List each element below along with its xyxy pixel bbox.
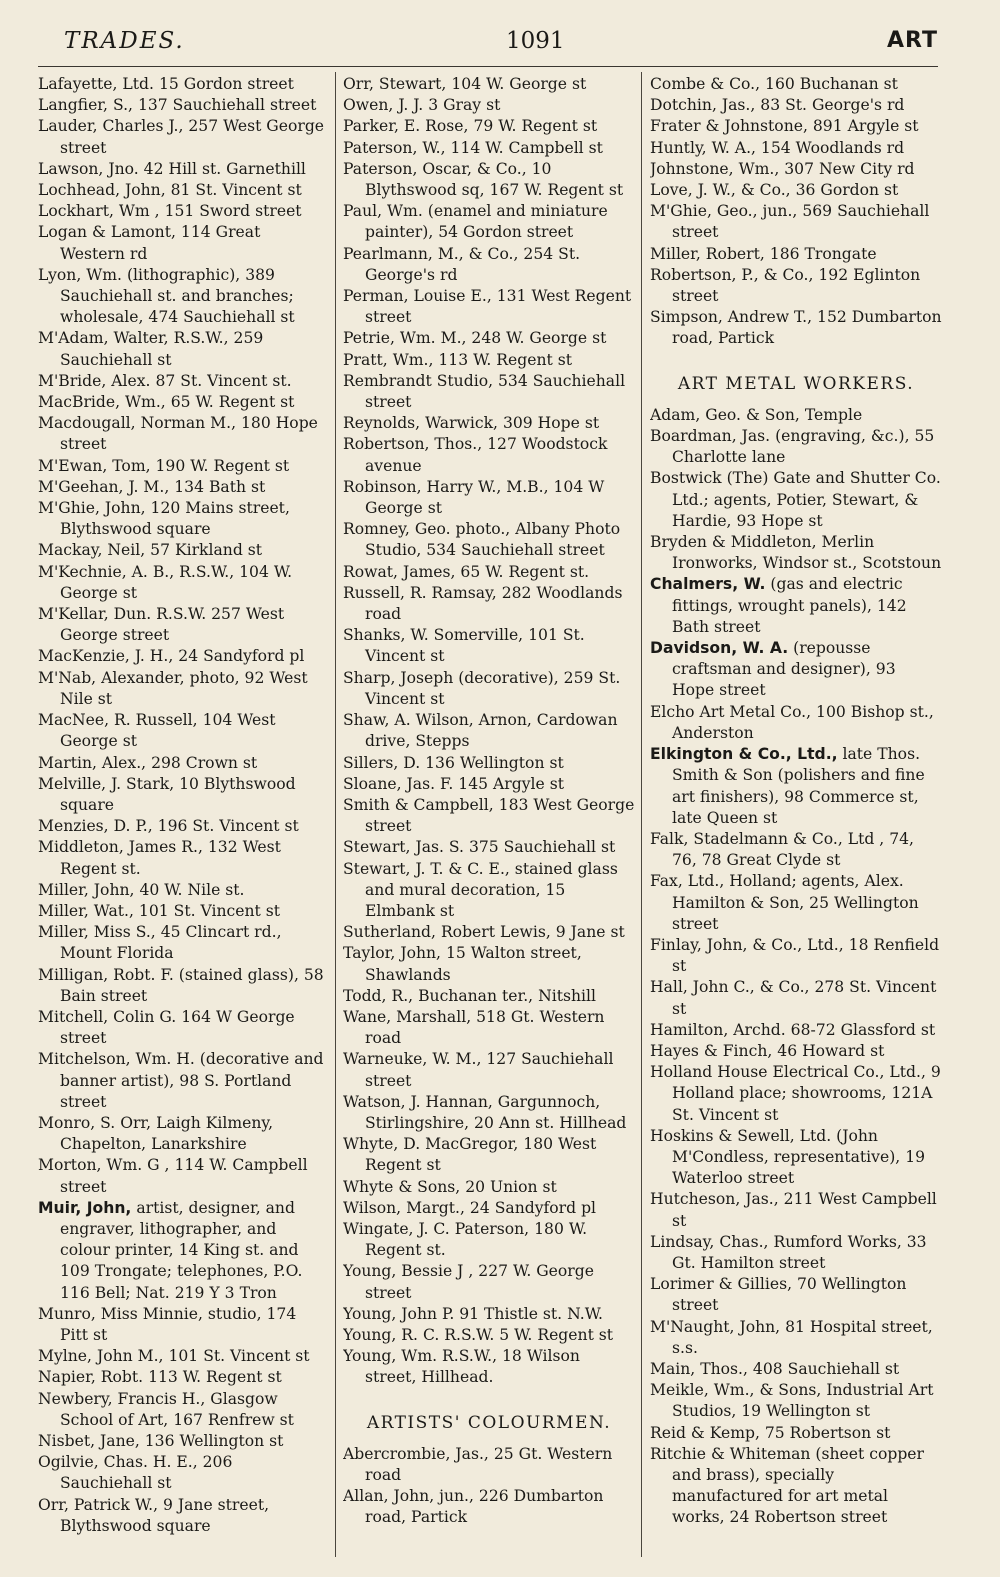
directory-entry <box>38 1198 328 1304</box>
entry-text: M'Kellar, Dun. R.S.W. 257 West George street <box>38 605 285 645</box>
entry-text: Ogilvie, Chas. H. E., 206 Sauchiehall st <box>38 1453 233 1493</box>
entry-text: Elcho Art Metal Co., 100 Bishop st., Anderston <box>650 702 934 742</box>
directory-entry <box>38 201 328 222</box>
entry-text: Reynolds, Warwick, 309 Hope st <box>343 414 600 433</box>
entry-text: Lafayette, Ltd. 15 Gordon street <box>38 75 294 93</box>
entry-text: Fax, Ltd., Holland; agents, Alex. Hamilton & Son, 25 Wellington street <box>650 872 919 933</box>
directory-entry <box>650 702 942 744</box>
entry-text: Love, J. W., & Co., 36 Gordon st <box>650 181 899 200</box>
entry-text: Huntly, W. A., 154 Woodlands rd <box>650 138 905 157</box>
entry-text: (repousse craftsman and designer), 93 Hope street <box>672 639 896 700</box>
directory-entry <box>343 1261 635 1303</box>
directory-entry <box>650 1274 942 1316</box>
entry-text: M'Naught, John, 81 Hospital street, s.s. <box>650 1317 933 1357</box>
entry-text: Miller, Miss S., 45 Clincart rd., Mount Florida <box>38 923 282 963</box>
directory-entry <box>343 116 635 137</box>
entry-text: Todd, R., Buchanan ter., Nitshill <box>343 986 596 1005</box>
directory-entry <box>343 583 635 625</box>
section-heading: ARTISTS' COLOURMEN. <box>366 1412 612 1433</box>
directory-entry <box>38 668 328 710</box>
directory-entry <box>343 837 635 858</box>
entry-text: Whyte & Sons, 20 Union st <box>343 1177 557 1196</box>
column-divider <box>335 72 336 1557</box>
entry-text: Reid & Kemp, 75 Robertson st <box>650 1423 891 1442</box>
entry-text: Stewart, J. T. & C. E., stained glass and mural decoration, 15 Elmbank st <box>343 859 618 920</box>
entry-text: Robertson, Thos., 127 Woodstock avenue <box>343 435 608 475</box>
entry-text: Johnstone, Wm., 307 New City rd <box>650 159 915 178</box>
entry-text: Stewart, Jas. S. 375 Sauchiehall st <box>343 838 616 857</box>
directory-entry <box>650 159 942 180</box>
directory-entry <box>343 986 635 1007</box>
directory-entry <box>343 1346 635 1388</box>
directory-entry <box>650 1317 942 1359</box>
directory-entry <box>38 1346 328 1367</box>
directory-entry <box>343 74 635 95</box>
entry-text: Combe & Co., 160 Buchanan st <box>650 75 898 93</box>
entry-text: late Thos. Smith & Son (polishers and fine art finishers), 98 Commerce st, late Queen st <box>672 745 925 827</box>
entry-text: Shaw, A. Wilson, Arnon, Cardowan drive, Stepps <box>343 711 618 751</box>
entry-text: Pratt, Wm., 113 W. Regent st <box>343 350 573 369</box>
directory-entry <box>38 1495 328 1537</box>
directory-entry <box>38 1304 328 1346</box>
directory-entry <box>38 1113 328 1155</box>
directory-entry <box>343 1486 635 1528</box>
directory-entry <box>650 307 942 349</box>
entry-text: Bryden & Middleton, Merlin Ironworks, Windsor st., Scotstoun <box>650 533 942 573</box>
directory-entry <box>650 138 942 159</box>
directory-entry <box>343 562 635 583</box>
entry-text: Orr, Stewart, 104 W. George st <box>343 75 587 93</box>
directory-entry <box>343 1134 635 1176</box>
entry-text: Lockhart, Wm , 151 Sword street <box>38 202 302 221</box>
directory-entry <box>38 222 328 264</box>
directory-entry <box>343 95 635 116</box>
directory-entry <box>650 426 942 468</box>
directory-entry <box>343 753 635 774</box>
directory-entry <box>343 519 635 561</box>
directory-entry <box>650 1444 942 1529</box>
section-keyword: ART <box>887 28 938 53</box>
directory-entry <box>343 350 635 371</box>
entry-text: Young, Wm. R.S.W., 18 Wilson street, Hillhead. <box>343 1347 580 1387</box>
entry-text: Hayes & Finch, 46 Howard st <box>650 1041 885 1060</box>
directory-entry <box>650 1020 942 1041</box>
directory-entry <box>343 286 635 328</box>
entry-text: Wane, Marshall, 518 Gt. Western road <box>343 1007 605 1048</box>
directory-entry <box>650 1126 942 1190</box>
entry-text: Sutherland, Robert Lewis, 9 Jane st <box>343 923 625 942</box>
directory-entry <box>650 532 942 574</box>
directory-entry <box>38 540 328 561</box>
directory-entry <box>38 265 328 329</box>
entry-text: Owen, J. J. 3 Gray st <box>343 96 501 115</box>
entry-text: Menzies, D. P., 196 St. Vincent st <box>38 817 299 836</box>
entry-text: Perman, Louise E., 131 West Regent street <box>343 287 632 327</box>
directory-entry <box>38 392 328 413</box>
page-number: 1091 <box>506 28 565 54</box>
entry-text: Sloane, Jas. F. 145 Argyle st <box>343 774 564 793</box>
entry-text: Boardman, Jas. (engraving, &c.), 55 Charlotte lane <box>650 427 935 467</box>
directory-entry <box>38 965 328 1007</box>
entry-text: Morton, Wm. G , 114 W. Campbell street <box>38 1156 308 1196</box>
entry-text: Newbery, Francis H., Glasgow School of Art, 167 Renfrew st <box>38 1389 294 1429</box>
directory-entry <box>38 328 328 370</box>
directory-entry <box>38 456 328 477</box>
directory-entry <box>343 159 635 201</box>
column-3 <box>650 74 942 1565</box>
entry-text: Falk, Stadelmann & Co., Ltd , 74, 76, 78 Great Clyde st <box>650 829 915 870</box>
directory-entry <box>38 901 328 922</box>
page-header <box>38 28 938 62</box>
directory-entry <box>343 413 635 434</box>
entry-text: Frater & Johnstone, 891 Argyle st <box>650 117 919 136</box>
entry-text: Pearlmann, M., & Co., 254 St. George's rd <box>343 244 581 284</box>
header-rule <box>38 66 938 67</box>
entry-bold-name: Elkington & Co., Ltd., <box>650 745 838 764</box>
entry-text: Miller, Wat., 101 St. Vincent st <box>38 901 281 920</box>
column-2 <box>343 74 635 1565</box>
directory-entry <box>38 1452 328 1494</box>
directory-entry <box>343 710 635 752</box>
entry-text: M'Ghie, John, 120 Mains street, Blythswood square <box>38 499 290 539</box>
entry-text: Warneuke, W. M., 127 Sauchiehall street <box>343 1050 614 1090</box>
entry-text: MacNee, R. Russell, 104 West George st <box>38 711 276 751</box>
entry-text: artist, designer, and engraver, lithographer, and colour printer, 14 King st. and 109 Trongate; telephones, P.O. 116 Bell; Nat. 219 Y 3 Tron <box>60 1198 303 1302</box>
entry-text: (gas and electric fittings, wrought panels), 142 Bath street <box>672 575 907 636</box>
directory-entry <box>650 1380 942 1422</box>
entry-text: M'Ghie, Geo., jun., 569 Sauchiehall street <box>650 202 930 242</box>
directory-entry <box>650 1423 942 1444</box>
entry-text: Main, Thos., 408 Sauchiehall st <box>650 1359 900 1378</box>
directory-entry <box>343 795 635 837</box>
entry-text: Mylne, John M., 101 St. Vincent st <box>38 1347 310 1366</box>
directory-entry <box>38 1367 328 1388</box>
entry-text: Sillers, D. 136 Wellington st <box>343 753 564 772</box>
directory-entry <box>38 180 328 201</box>
entry-text: Lorimer & Gillies, 70 Wellington street <box>650 1275 907 1315</box>
directory-entry <box>650 1189 942 1231</box>
entry-text: Rowat, James, 65 W. Regent st. <box>343 562 590 581</box>
entry-text: Simpson, Andrew T., 152 Dumbarton road, Partick <box>650 308 942 348</box>
entry-text: Robinson, Harry W., M.B., 104 W George st <box>343 477 605 518</box>
directory-entry <box>343 201 635 243</box>
entry-text: Miller, Robert, 186 Trongate <box>650 244 877 263</box>
directory-entry <box>650 977 942 1019</box>
entry-text: Petrie, Wm. M., 248 W. George st <box>343 329 607 348</box>
entry-text: Young, Bessie J , 227 W. George street <box>343 1262 594 1302</box>
entry-text: Allan, John, jun., 226 Dumbarton road, Partick <box>343 1487 604 1527</box>
directory-entry <box>650 1062 942 1126</box>
directory-entry <box>38 774 328 816</box>
directory-entry <box>38 562 328 604</box>
directory-entry <box>343 1325 635 1346</box>
entry-text: Hutcheson, Jas., 211 West Campbell st <box>650 1190 937 1230</box>
directory-entry <box>38 498 328 540</box>
entry-text: M'Nab, Alexander, photo, 92 West Nile st <box>38 668 308 708</box>
entry-text: Nisbet, Jane, 136 Wellington st <box>38 1432 284 1450</box>
directory-entry <box>38 1007 328 1049</box>
directory-entry <box>650 265 942 307</box>
entry-text: Robertson, P., & Co., 192 Eglinton street <box>650 265 921 306</box>
directory-entry <box>343 625 635 667</box>
entry-text: Monro, S. Orr, Laigh Kilmeny, Chapelton, Lanarkshire <box>38 1113 274 1154</box>
entry-text: Mitchelson, Wm. H. (decorative and banner artist), 98 S. Portland street <box>38 1050 324 1111</box>
directory-entry <box>343 328 635 349</box>
directory-entry <box>343 371 635 413</box>
entry-text: Paterson, Oscar, & Co., 10 Blythswood sq, 167 W. Regent st <box>343 159 624 200</box>
entry-text: Holland House Electrical Co., Ltd., 9 Holland place; showrooms, 121A St. Vincent st <box>650 1063 941 1124</box>
entry-text: Lochhead, John, 81 St. Vincent st <box>38 181 302 200</box>
entry-text: Hall, John C., & Co., 278 St. Vincent st <box>650 978 937 1018</box>
entry-text: Wilson, Margt., 24 Sandyford pl <box>343 1198 597 1217</box>
entry-text: Finlay, John, & Co., Ltd., 18 Renfield st <box>650 935 940 976</box>
directory-entry <box>38 880 328 901</box>
entry-bold-name: Davidson, W. A. <box>650 639 789 658</box>
entry-text: Romney, Geo. photo., Albany Photo Studio, 534 Sauchiehall street <box>343 520 621 560</box>
entry-text: Middleton, James R., 132 West Regent st. <box>38 838 281 878</box>
directory-entry <box>38 116 328 158</box>
directory-entry <box>38 753 328 774</box>
entry-text: Bostwick (The) Gate and Shutter Co. Ltd.; agents, Potier, Stewart, & Hardie, 93 Hope st <box>650 469 941 530</box>
entry-text: Mackay, Neil, 57 Kirkland st <box>38 541 263 560</box>
directory-entry <box>650 744 942 829</box>
entry-text: Watson, J. Hannan, Gargunnoch, Stirlingshire, 20 Ann st. Hillhead <box>343 1092 627 1132</box>
directory-entry <box>38 1049 328 1113</box>
entry-text: M'Bride, Alex. 87 St. Vincent st. <box>38 371 292 390</box>
entry-text: Orr, Patrick W., 9 Jane street, Blythswood square <box>38 1495 270 1535</box>
directory-entry <box>650 201 942 243</box>
directory-entry <box>38 159 328 180</box>
directory-entry <box>38 95 328 116</box>
directory-entry <box>650 574 942 638</box>
entry-text: Wingate, J. C. Paterson, 180 W. Regent st. <box>343 1219 588 1260</box>
directory-entry <box>343 943 635 985</box>
entry-text: Dotchin, Jas., 83 St. George's rd <box>650 96 905 115</box>
directory-entry <box>343 1198 635 1219</box>
directory-entry <box>343 477 635 519</box>
directory-entry <box>343 1049 635 1091</box>
entry-text: Munro, Miss Minnie, studio, 174 Pitt st <box>38 1304 297 1344</box>
directory-entry <box>650 244 942 265</box>
entry-text: Hoskins & Sewell, Ltd. (John M'Condless, representative), 19 Waterloo street <box>650 1126 926 1188</box>
section-heading: ART METAL WORKERS. <box>677 373 915 394</box>
entry-text: M'Geehan, J. M., 134 Bath st <box>38 477 266 496</box>
column-divider <box>641 72 642 1557</box>
directory-entry <box>650 116 942 137</box>
directory-entry <box>343 1177 635 1198</box>
directory-entry <box>650 1359 942 1380</box>
entry-text: Martin, Alex., 298 Crown st <box>38 753 258 772</box>
entry-text: Macdougall, Norman M., 180 Hope street <box>38 414 318 454</box>
directory-entry <box>343 1444 635 1486</box>
directory-entry <box>343 434 635 476</box>
entry-text: Mitchell, Colin G. 164 W George street <box>38 1007 295 1048</box>
entry-text: Lauder, Charles J., 257 West George street <box>38 117 325 157</box>
directory-entry <box>38 646 328 667</box>
entry-text: Lyon, Wm. (lithographic), 389 Sauchiehall st. and branches; wholesale, 474 Sauchiehall st <box>38 265 295 327</box>
entry-text: Adam, Geo. & Son, Temple <box>650 405 863 424</box>
entry-text: Young, John P. 91 Thistle st. N.W. <box>343 1304 603 1323</box>
directory-entry <box>650 95 942 116</box>
entry-text: Ritchie & Whiteman (sheet copper and brass), specially manufactured for art metal works, 24 Robertson street <box>650 1444 924 1527</box>
directory-entry <box>38 710 328 752</box>
entry-text: Abercrombie, Jas., 25 Gt. Western road <box>343 1444 613 1484</box>
entry-text: Parker, E. Rose, 79 W. Regent st <box>343 117 598 136</box>
directory-entry <box>650 871 942 935</box>
entry-text: Langfier, S., 137 Sauchiehall street <box>38 96 317 115</box>
entry-text: Russell, R. Ramsay, 282 Woodlands road <box>343 583 623 624</box>
directory-entry <box>38 922 328 964</box>
entry-text: Rembrandt Studio, 534 Sauchiehall street <box>343 371 626 412</box>
entry-text: Milligan, Robt. F. (stained glass), 58 Bain street <box>38 965 324 1005</box>
directory-entry <box>38 477 328 498</box>
directory-entry <box>343 668 635 710</box>
directory-entry <box>38 604 328 646</box>
entry-text: M'Kechnie, A. B., R.S.W., 104 W. George st <box>38 562 293 602</box>
directory-entry <box>38 1389 328 1431</box>
entry-text: Sharp, Joseph (decorative), 259 St. Vincent st <box>343 668 621 708</box>
directory-entry <box>343 1304 635 1325</box>
column-1 <box>38 74 328 1565</box>
entry-text: Paul, Wm. (enamel and miniature painter), 54 Gordon street <box>343 202 608 242</box>
directory-entry <box>650 74 942 95</box>
entry-text: Meikle, Wm., & Sons, Industrial Art Studios, 19 Wellington st <box>650 1381 934 1421</box>
directory-entry <box>343 244 635 286</box>
entry-text: Taylor, John, 15 Walton street, Shawlands <box>343 944 582 984</box>
directory-entry <box>38 816 328 837</box>
directory-entry <box>38 413 328 455</box>
entry-text: Smith & Campbell, 183 West George street <box>343 795 635 836</box>
entry-text: MacKenzie, J. H., 24 Sandyford pl <box>38 647 305 666</box>
directory-entry <box>650 1041 942 1062</box>
entry-text: Whyte, D. MacGregor, 180 West Regent st <box>343 1135 597 1175</box>
entry-text: Logan & Lamont, 114 Great Western rd <box>38 223 261 263</box>
running-title: TRADES. <box>64 28 185 54</box>
directory-entry <box>343 1092 635 1134</box>
entry-text: Shanks, W. Somerville, 101 St. Vincent st <box>343 626 585 666</box>
directory-entry <box>343 774 635 795</box>
directory-entry <box>343 1219 635 1261</box>
directory-entry <box>38 837 328 879</box>
directory-entry <box>343 138 635 159</box>
directory-entry <box>38 1155 328 1197</box>
entry-text: M'Ewan, Tom, 190 W. Regent st <box>38 456 290 475</box>
directory-entry <box>650 468 942 532</box>
directory-entry <box>650 405 942 426</box>
directory-entry <box>650 180 942 201</box>
directory-entry <box>650 935 942 977</box>
entry-text: MacBride, Wm., 65 W. Regent st <box>38 393 295 412</box>
entry-bold-name: Chalmers, W. <box>650 575 766 594</box>
entry-text: M'Adam, Walter, R.S.W., 259 Sauchiehall st <box>38 329 264 369</box>
directory-entry <box>38 1431 328 1452</box>
entry-text: Melville, J. Stark, 10 Blythswood square <box>38 774 296 814</box>
directory-entry <box>650 638 942 702</box>
entry-text: Miller, John, 40 W. Nile st. <box>38 880 245 899</box>
directory-entry <box>650 829 942 871</box>
directory-entry <box>38 74 328 95</box>
entry-text: Hamilton, Archd. 68-72 Glassford st <box>650 1020 936 1039</box>
entry-bold-name: Muir, John, <box>38 1198 132 1217</box>
directory-entry <box>343 859 635 923</box>
entry-text: Napier, Robt. 113 W. Regent st <box>38 1368 282 1387</box>
entry-text: Lawson, Jno. 42 Hill st. Garnethill <box>38 159 306 178</box>
directory-entry <box>650 1232 942 1274</box>
entry-text: Paterson, W., 114 W. Campbell st <box>343 138 603 157</box>
entry-text: Lindsay, Chas., Rumford Works, 33 Gt. Hamilton street <box>650 1232 927 1272</box>
entry-text: Young, R. C. R.S.W. 5 W. Regent st <box>343 1325 614 1344</box>
directory-entry <box>38 371 328 392</box>
directory-entry <box>343 1007 635 1049</box>
directory-entry <box>343 922 635 943</box>
